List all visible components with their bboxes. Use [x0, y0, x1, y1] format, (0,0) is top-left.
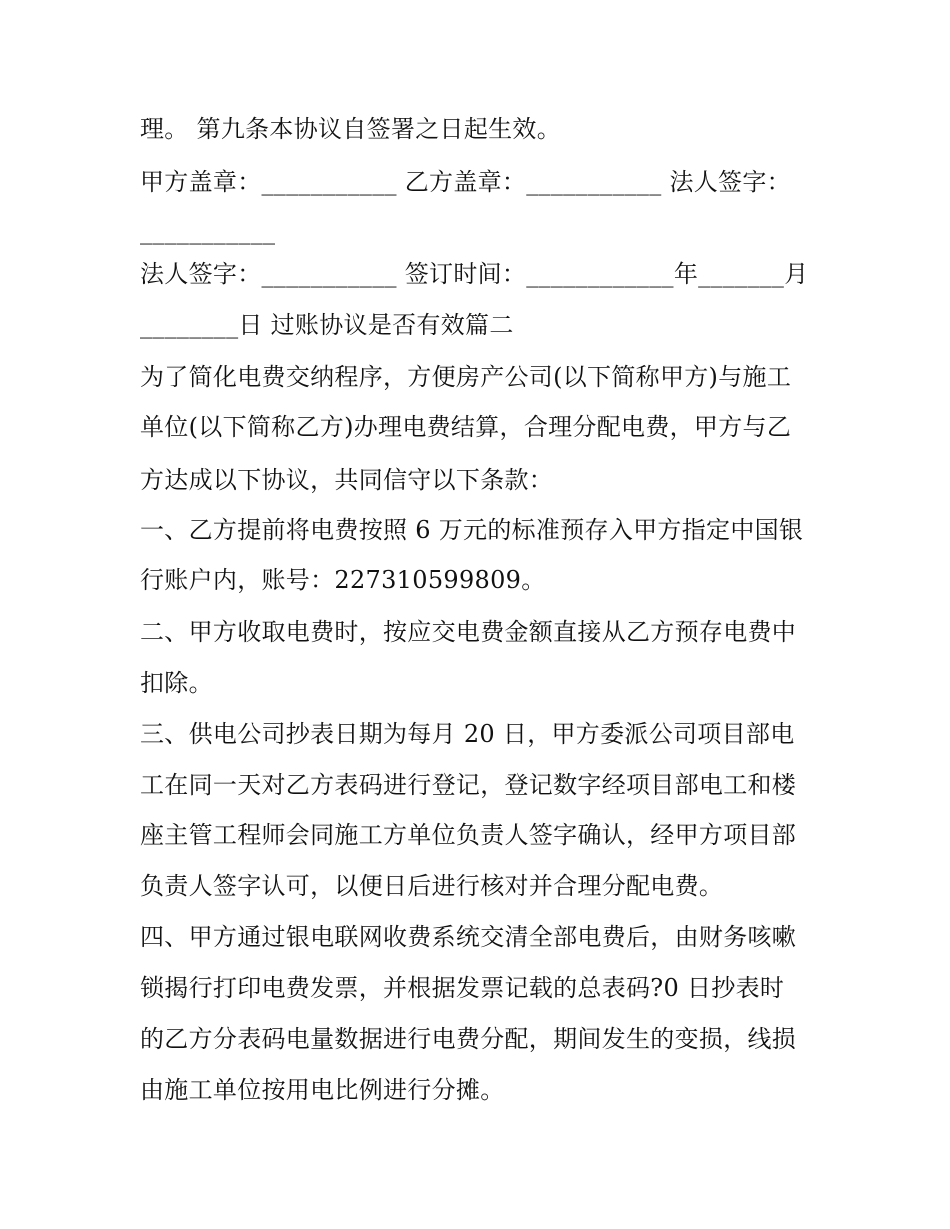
text-line: 理。 第九条本协议自签署之日起生效。 [140, 115, 562, 143]
text-line: 扣除。 [140, 669, 213, 697]
clause-3: 三、供电公司抄表日期为每月 20 日，甲方委派公司项目部电 [140, 720, 795, 748]
text-line: 方达成以下协议，共同信守以下条款： [140, 466, 554, 494]
clause-1: 一、乙方提前将电费按照 6 万元的标准预存入甲方指定中国银 [140, 516, 804, 544]
signature-line: 甲方盖章：___________ 乙方盖章：___________ 法人签字： [140, 168, 791, 196]
text-line: 单位(以下简称乙方)办理电费结算，合理分配电费，甲方与乙 [140, 413, 792, 441]
signature-blank: ___________ [140, 217, 276, 245]
text-line: 负责人签字认可，以便日后进行核对并合理分配电费。 [140, 872, 724, 900]
text-line: 工在同一天对乙方表码进行登记，登记数字经项目部电工和楼 [140, 771, 797, 799]
text-line: 的乙方分表码电量数据进行电费分配，期间发生的变损，线损 [140, 1025, 797, 1053]
clause-2: 二、甲方收取电费时，按应交电费金额直接从乙方预存电费中 [140, 618, 797, 646]
text-line: 为了简化电费交纳程序，方便房产公司(以下简称甲方)与施工 [140, 363, 792, 391]
clause-4: 四、甲方通过银电联网收费系统交清全部电费后，由财务咳嗽 [140, 923, 797, 951]
text-line: 由施工单位按用电比例进行分摊。 [140, 1076, 505, 1104]
signing-date-line: 法人签字：___________ 签订时间：____________年_______月 [140, 260, 809, 288]
text-line: 座主管工程师会同施工方单位负责人签字确认，经甲方项目部 [140, 821, 797, 849]
text-line: 锁揭行打印电费发票，并根据发票记载的总表码?0 日抄表时 [140, 974, 785, 1002]
section-heading-line: ________日 过账协议是否有效篇二 [140, 311, 514, 339]
account-number-line: 行账户内，账号：227310599809。 [140, 566, 546, 594]
